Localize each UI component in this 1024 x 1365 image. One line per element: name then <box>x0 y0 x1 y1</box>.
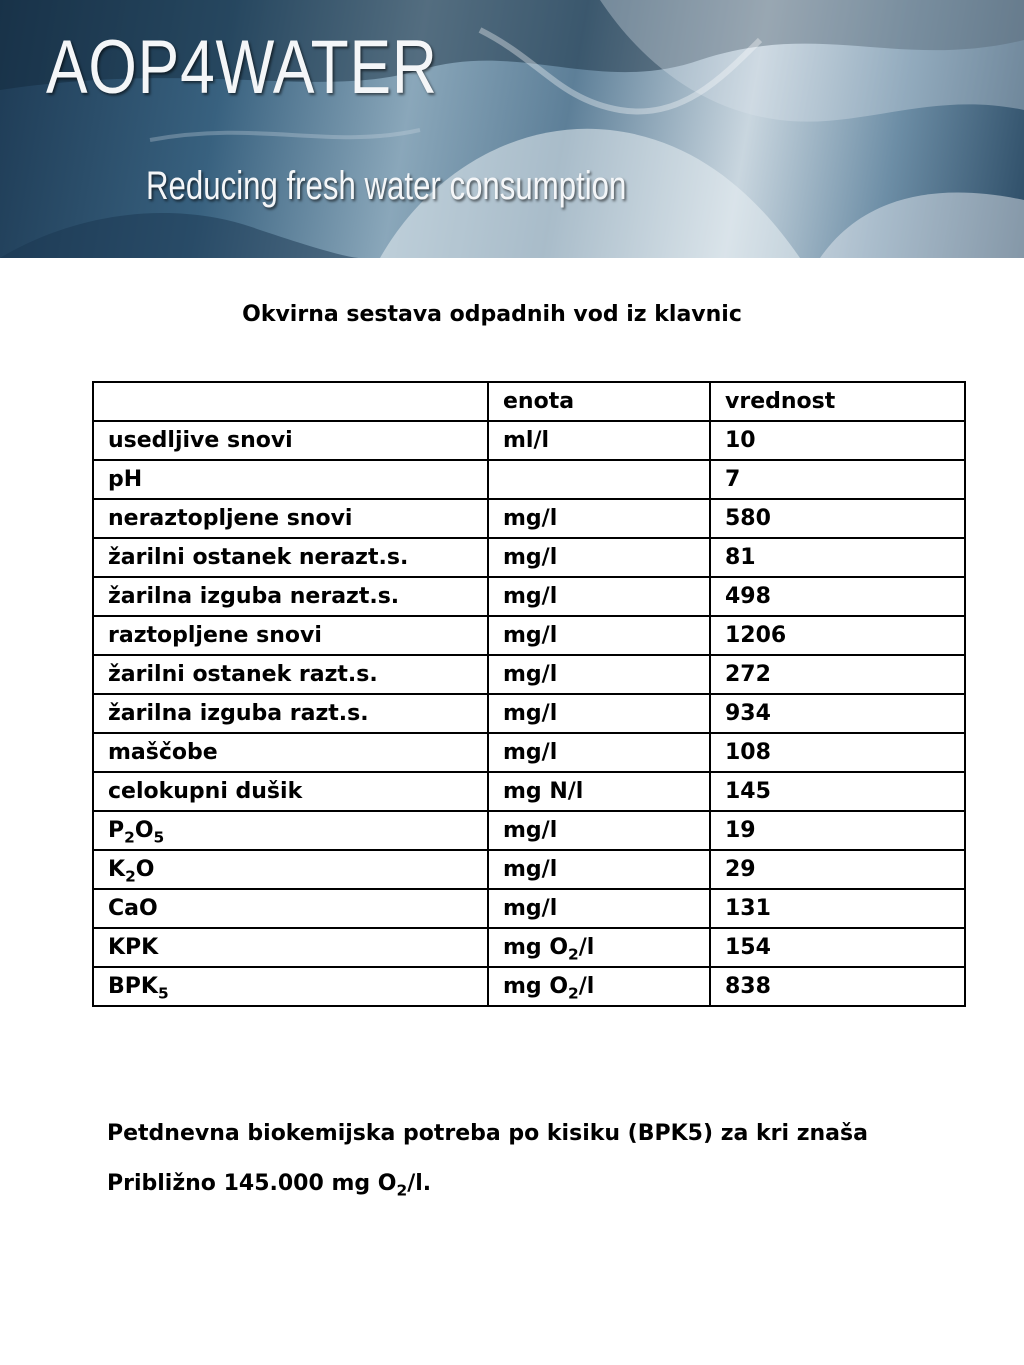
cell-unit: mg/l <box>488 850 710 889</box>
table-row <box>93 772 965 811</box>
page-title: Okvirna sestava odpadnih vod iz klavnic <box>242 302 742 327</box>
note-line-1: Petdnevna biokemijska potreba po kisiku (BPK5) za kri znaša <box>107 1121 868 1146</box>
brand-logo-text: AOP4WATER <box>46 25 438 110</box>
cell-value: 19 <box>710 811 965 850</box>
subscript: 2 <box>396 1181 408 1200</box>
table-body <box>93 421 965 1006</box>
cell-value: 108 <box>710 733 965 772</box>
cell-value: 272 <box>710 655 965 694</box>
tagline: Reducing fresh water consumption <box>146 164 627 208</box>
cell-value: 1206 <box>710 616 965 655</box>
cell-text: mg O <box>503 974 569 999</box>
cell-unit <box>488 928 710 967</box>
table-row <box>93 460 965 499</box>
cell-param: pH <box>93 460 488 499</box>
cell-value: 145 <box>710 772 965 811</box>
cell-param: žarilna izguba nerazt.s. <box>93 577 488 616</box>
cell-param <box>93 811 488 850</box>
table-row <box>93 889 965 928</box>
cell-value: 498 <box>710 577 965 616</box>
cell-unit: mg/l <box>488 889 710 928</box>
table-row <box>93 421 965 460</box>
cell-param: žarilni ostanek nerazt.s. <box>93 538 488 577</box>
cell-param: celokupni dušik <box>93 772 488 811</box>
cell-param: KPK <box>93 928 488 967</box>
note-text: Približno 145.000 mg O <box>107 1171 397 1196</box>
cell-value: 838 <box>710 967 965 1006</box>
cell-unit: mg/l <box>488 655 710 694</box>
note-text: /l. <box>407 1171 432 1196</box>
cell-value: 934 <box>710 694 965 733</box>
subscript: 2 <box>568 945 579 964</box>
cell-text: /l <box>578 974 595 999</box>
cell-unit: mg/l <box>488 694 710 733</box>
cell-unit: ml/l <box>488 421 710 460</box>
cell-unit: mg/l <box>488 811 710 850</box>
table-row <box>93 694 965 733</box>
subscript: 5 <box>153 828 165 847</box>
cell-text: mg O <box>503 935 569 960</box>
table-header-row <box>93 382 965 421</box>
header-cell-parameter <box>93 382 488 421</box>
table-row <box>93 733 965 772</box>
subscript: 2 <box>124 828 135 847</box>
table-row <box>93 577 965 616</box>
cell-unit <box>488 967 710 1006</box>
cell-value: 580 <box>710 499 965 538</box>
cell-param <box>93 967 488 1006</box>
cell-value: 29 <box>710 850 965 889</box>
cell-unit <box>488 460 710 499</box>
cell-param: usedljive snovi <box>93 421 488 460</box>
cell-param: žarilna izguba razt.s. <box>93 694 488 733</box>
table-row <box>93 850 965 889</box>
cell-param: neraztopljene snovi <box>93 499 488 538</box>
header-banner <box>0 0 1024 258</box>
cell-unit: mg/l <box>488 499 710 538</box>
cell-value: 81 <box>710 538 965 577</box>
cell-text: O <box>134 818 154 843</box>
cell-value: 154 <box>710 928 965 967</box>
cell-param: raztopljene snovi <box>93 616 488 655</box>
cell-text: O <box>135 857 155 882</box>
table-row <box>93 538 965 577</box>
table-row <box>93 655 965 694</box>
table-row <box>93 811 965 850</box>
cell-param <box>93 850 488 889</box>
cell-param: CaO <box>93 889 488 928</box>
subscript: 2 <box>568 984 579 1003</box>
subscript: 5 <box>157 984 169 1003</box>
cell-unit: mg/l <box>488 538 710 577</box>
table-row <box>93 616 965 655</box>
header-cell-value: vrednost <box>710 382 965 421</box>
cell-text: K <box>108 857 126 882</box>
cell-value: 131 <box>710 889 965 928</box>
cell-unit: mg/l <box>488 616 710 655</box>
cell-unit: mg/l <box>488 577 710 616</box>
subscript: 2 <box>125 867 136 886</box>
cell-param: maščobe <box>93 733 488 772</box>
cell-value: 7 <box>710 460 965 499</box>
cell-text: /l <box>578 935 595 960</box>
note-line-2 <box>107 1171 432 1200</box>
header-cell-unit: enota <box>488 382 710 421</box>
cell-text: P <box>108 818 125 843</box>
composition-table <box>92 381 966 1007</box>
table-row <box>93 499 965 538</box>
cell-param: žarilni ostanek razt.s. <box>93 655 488 694</box>
table-row <box>93 967 965 1006</box>
cell-value: 10 <box>710 421 965 460</box>
cell-unit: mg N/l <box>488 772 710 811</box>
cell-text: BPK <box>108 974 158 999</box>
table-row <box>93 928 965 967</box>
cell-unit: mg/l <box>488 733 710 772</box>
